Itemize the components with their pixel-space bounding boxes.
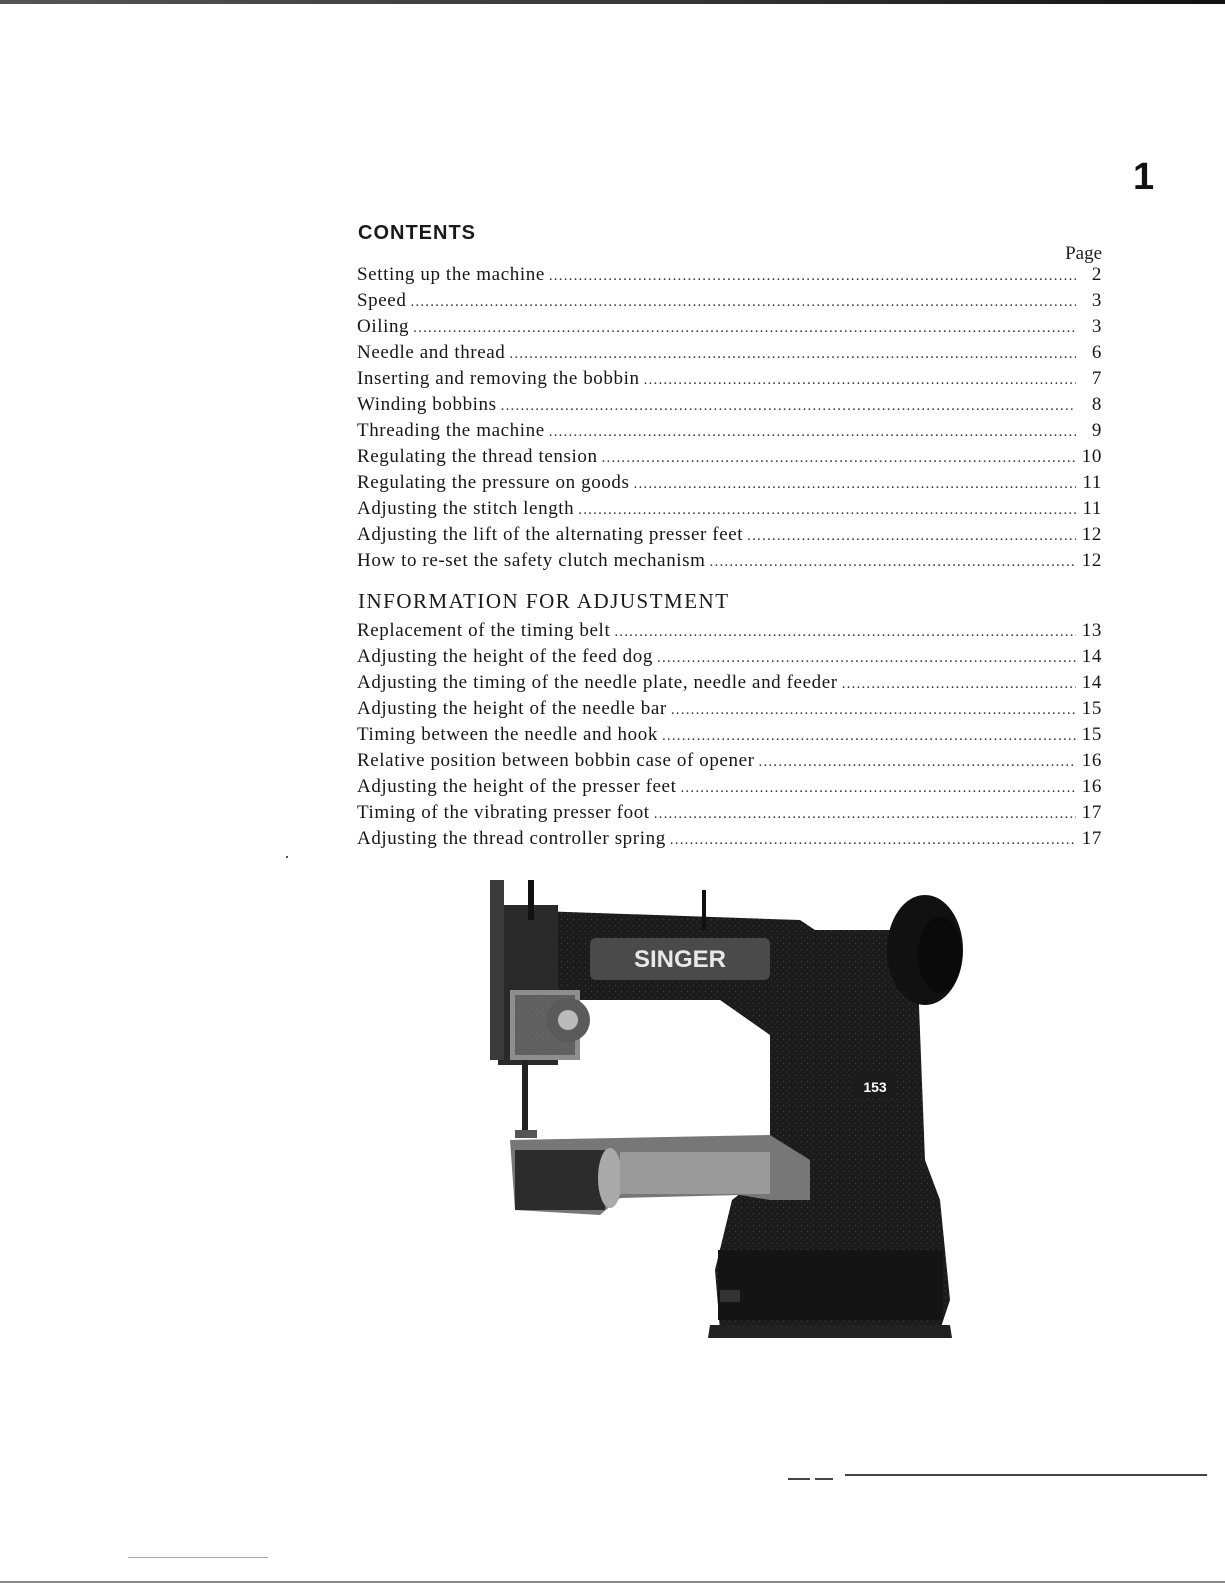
adjustment-list xyxy=(357,620,1102,854)
toc-leader-dots xyxy=(549,264,1076,286)
toc-entry xyxy=(357,646,1102,672)
toc-leader-dots xyxy=(549,420,1076,442)
toc-entry-page: 15 xyxy=(1081,698,1102,719)
toc-entry xyxy=(357,724,1102,750)
toc-leader-dots xyxy=(842,672,1076,694)
toc-entry-page: 2 xyxy=(1091,264,1102,285)
toc-leader-dots xyxy=(759,750,1076,772)
toc-leader-dots xyxy=(614,620,1076,642)
top-scan-rule xyxy=(0,0,1225,4)
toc-entry-title: Adjusting the stitch length xyxy=(357,498,575,519)
toc-entry-page: 12 xyxy=(1081,550,1102,571)
toc-entry-title: Regulating the pressure on goods xyxy=(357,472,630,493)
toc-entry-page: 3 xyxy=(1091,290,1102,311)
toc-entry-page: 12 xyxy=(1081,524,1102,545)
adjustment-heading: INFORMATION FOR ADJUSTMENT xyxy=(358,589,730,613)
brand-decal xyxy=(590,938,770,980)
toc-entry-title: Setting up the machine xyxy=(357,264,545,285)
toc-entry-page: 3 xyxy=(1091,316,1102,337)
toc-entry-title: Relative position between bobbin case of opener xyxy=(357,750,755,771)
handwheel xyxy=(887,895,963,1005)
toc-entry xyxy=(357,342,1102,368)
base-foot xyxy=(720,1290,740,1302)
toc-entry-title: Adjusting the height of the feed dog xyxy=(357,646,653,667)
toc-entry-title: Needle and thread xyxy=(357,342,506,363)
toc-leader-dots xyxy=(602,446,1076,468)
toc-entry xyxy=(357,316,1102,342)
page-column-label: Page xyxy=(1065,243,1102,264)
toc-entry-page: 16 xyxy=(1081,776,1102,797)
toc-leader-dots xyxy=(578,498,1076,520)
toc-entry-title: Adjusting the lift of the alternating presser feet xyxy=(357,524,744,545)
bottom-scan-edge xyxy=(0,1581,1225,1583)
toc-entry-title: Adjusting the timing of the needle plate, needle and feeder xyxy=(357,672,838,693)
toc-entry xyxy=(357,394,1102,420)
toc-entry-page: 10 xyxy=(1081,446,1102,467)
toc-leader-dots xyxy=(501,394,1076,416)
scan-dash xyxy=(815,1478,833,1480)
bottom-scan-rule xyxy=(845,1474,1207,1476)
toc-entry-title: Replacement of the timing belt xyxy=(357,620,611,641)
toc-entry-title: How to re-set the safety clutch mechanism xyxy=(357,550,706,571)
page-number: 1 xyxy=(1133,156,1155,198)
sewing-machine-photo xyxy=(470,870,970,1340)
toc-entry xyxy=(357,368,1102,394)
toc-leader-dots xyxy=(634,472,1077,494)
scan-dash xyxy=(788,1478,810,1480)
toc-entry-page: 13 xyxy=(1081,620,1102,641)
contents-list xyxy=(357,264,1102,576)
toc-entry-title: Regulating the thread tension xyxy=(357,446,598,467)
toc-entry xyxy=(357,802,1102,828)
scan-speck xyxy=(286,856,288,858)
toc-entry-title: Threading the machine xyxy=(357,420,545,441)
toc-entry-page: 17 xyxy=(1081,802,1102,823)
model-badge xyxy=(855,1075,895,1097)
toc-leader-dots xyxy=(657,646,1076,668)
toc-entry xyxy=(357,620,1102,646)
toc-entry-page: 15 xyxy=(1081,724,1102,745)
toc-leader-dots xyxy=(747,524,1076,546)
toc-leader-dots xyxy=(413,316,1076,338)
toc-entry-title: Timing of the vibrating presser foot xyxy=(357,802,650,823)
toc-entry-title: Timing between the needle and hook xyxy=(357,724,658,745)
toc-entry-page: 16 xyxy=(1081,750,1102,771)
toc-entry-page: 17 xyxy=(1081,828,1102,849)
toc-entry-title: Winding bobbins xyxy=(357,394,497,415)
toc-entry xyxy=(357,472,1102,498)
toc-entry-title: Adjusting the height of the needle bar xyxy=(357,698,667,719)
model-badge-text: 153 xyxy=(863,1079,887,1095)
toc-leader-dots xyxy=(671,698,1076,720)
brand-text: SINGER xyxy=(633,946,727,973)
toc-entry-title: Inserting and removing the bobbin xyxy=(357,368,640,389)
toc-entry-title: Adjusting the thread controller spring xyxy=(357,828,666,849)
toc-entry-page: 11 xyxy=(1082,472,1102,493)
toc-entry xyxy=(357,672,1102,698)
toc-leader-dots xyxy=(654,802,1076,824)
toc-leader-dots xyxy=(662,724,1076,746)
toc-leader-dots xyxy=(509,342,1076,364)
toc-entry xyxy=(357,550,1102,576)
scan-artifact xyxy=(128,1557,268,1558)
toc-entry xyxy=(357,264,1102,290)
needle-area xyxy=(515,1060,537,1138)
toc-entry xyxy=(357,446,1102,472)
toc-leader-dots xyxy=(680,776,1076,798)
toc-entry xyxy=(357,828,1102,854)
toc-entry xyxy=(357,698,1102,724)
toc-entry xyxy=(357,420,1102,446)
toc-entry-page: 14 xyxy=(1081,672,1102,693)
toc-leader-dots xyxy=(670,828,1076,850)
toc-entry-page: 14 xyxy=(1081,646,1102,667)
toc-entry xyxy=(357,524,1102,550)
toc-entry xyxy=(357,498,1102,524)
toc-leader-dots xyxy=(644,368,1076,390)
toc-entry-page: 6 xyxy=(1091,342,1102,363)
toc-leader-dots xyxy=(410,290,1076,312)
toc-entry xyxy=(357,750,1102,776)
toc-entry-page: 9 xyxy=(1091,420,1102,441)
contents-heading: CONTENTS xyxy=(358,222,476,244)
toc-entry xyxy=(357,290,1102,316)
toc-entry-page: 7 xyxy=(1091,368,1102,389)
toc-leader-dots xyxy=(710,550,1076,572)
toc-entry-title: Oiling xyxy=(357,316,410,337)
toc-entry-title: Speed xyxy=(357,290,407,311)
toc-entry-title: Adjusting the height of the presser feet xyxy=(357,776,677,797)
toc-entry-page: 8 xyxy=(1091,394,1102,415)
toc-entry xyxy=(357,776,1102,802)
toc-entry-page: 11 xyxy=(1082,498,1102,519)
